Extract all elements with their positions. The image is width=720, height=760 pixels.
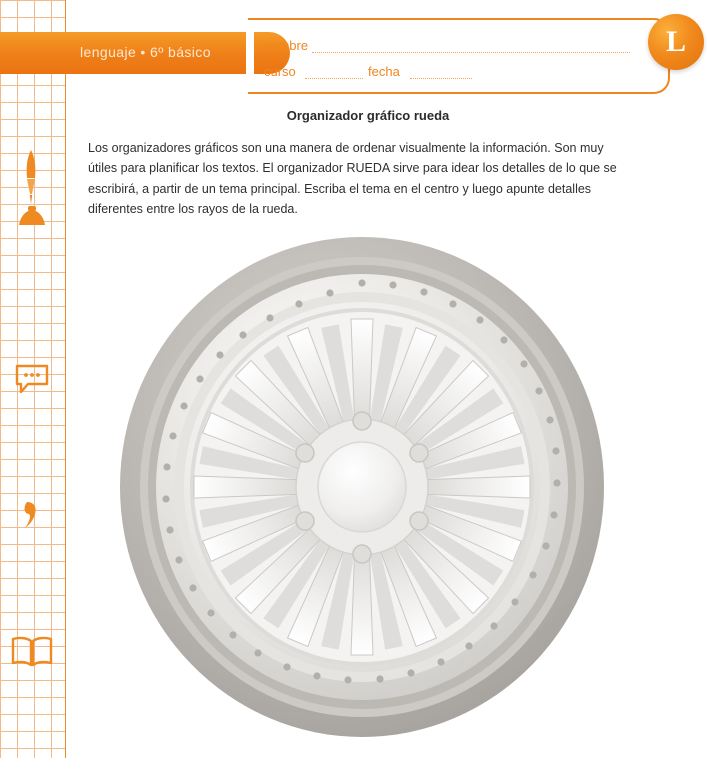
- left-strip-edge: [65, 0, 66, 760]
- intro-paragraph: Los organizadores gráficos son una manera de ordenar visualmente la información. Son muy útiles para planificar los textos. El organizador RUEDA sirve para idear los detalles de lo que se escribirá, a partir de un tema principal. Escriba el tema en el centro y luego apunte detalles diferentes entre los rayos de la rueda.: [88, 141, 617, 216]
- wheel-diagram-svg: [112, 225, 612, 745]
- student-fields-box: [248, 18, 670, 94]
- logo-badge: [648, 14, 704, 70]
- curso-field-label: curso: [264, 64, 296, 79]
- open-book-icon: [8, 634, 56, 672]
- logo-letter: L: [665, 25, 686, 58]
- speech-bubble-icon-svg: [14, 362, 50, 396]
- fecha-field-label: fecha: [368, 64, 400, 79]
- inkwell-icon-svg: [15, 205, 49, 229]
- wheel-center-topic-area[interactable]: [318, 442, 406, 532]
- nombre-input[interactable]: [312, 52, 630, 53]
- fecha-input[interactable]: [410, 78, 472, 79]
- speech-bubble-icon: [8, 362, 56, 400]
- comma-icon-svg: [21, 498, 43, 532]
- comma-icon: [8, 498, 56, 536]
- pencil-icon-svg: [18, 148, 46, 206]
- subject-label: lenguaje • 6º básico: [80, 44, 211, 60]
- pencil-icon: [8, 148, 56, 212]
- wheel-organizer-diagram: [112, 225, 612, 745]
- page-title: Organizador gráfico rueda: [286, 108, 450, 123]
- open-book-icon-svg: [10, 634, 54, 668]
- nombre-field-label: nombre: [264, 38, 309, 53]
- inkwell-icon: [8, 205, 56, 233]
- curso-input[interactable]: [305, 78, 363, 79]
